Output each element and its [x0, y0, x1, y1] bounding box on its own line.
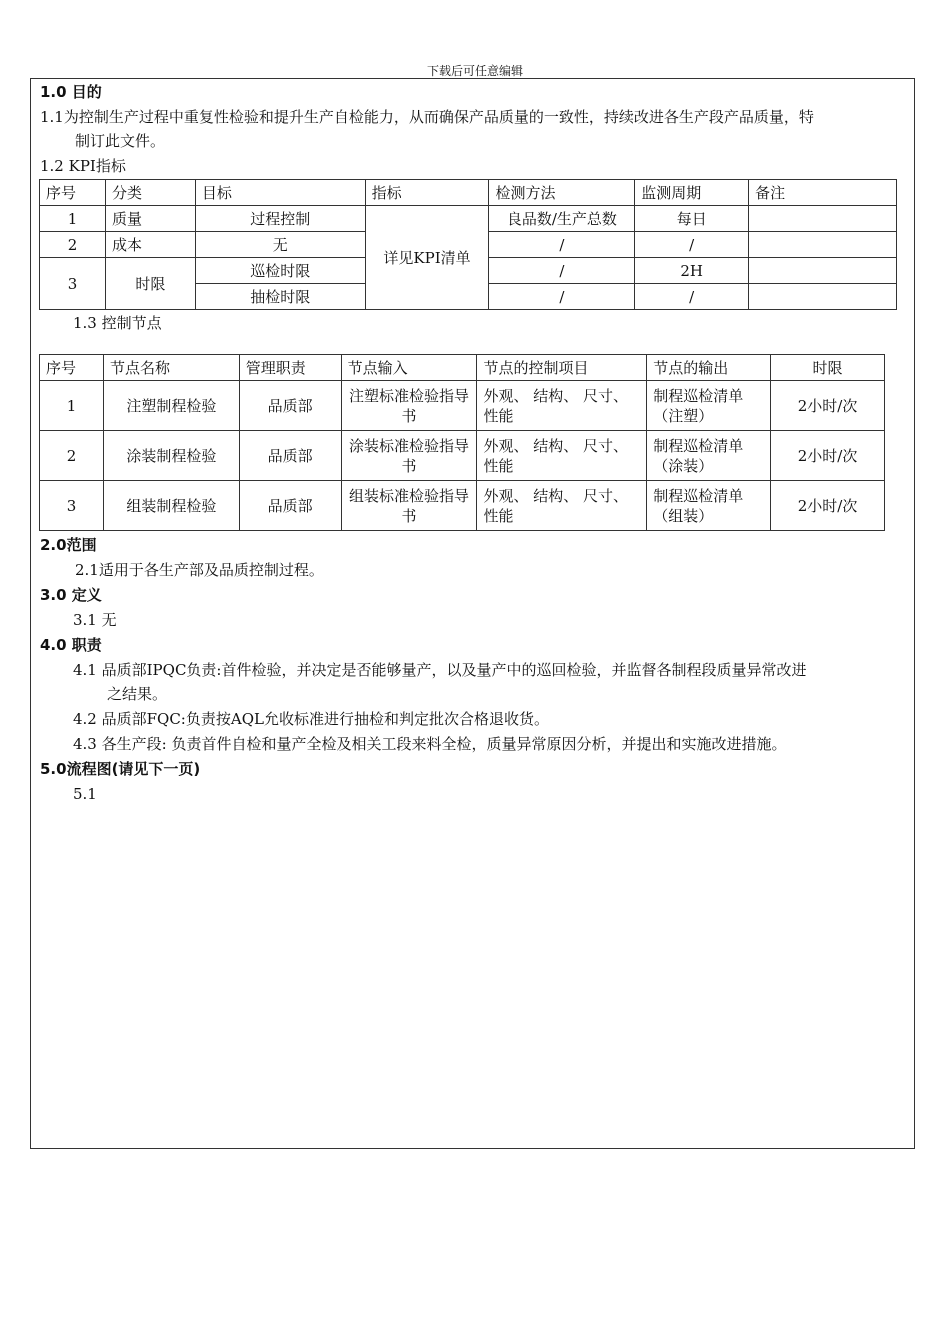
- node-output: 制程巡检清单（注塑）: [647, 381, 771, 431]
- node-time: 2小时/次: [771, 431, 885, 481]
- node-input: 组装标准检验指导书: [341, 481, 477, 531]
- kpi-header-cell: 备注: [749, 180, 897, 206]
- kpi-note: [749, 232, 897, 258]
- node-name: 组装制程检验: [103, 481, 239, 531]
- section-4-para2: 4.2 品质部FQC:负责按AQL允收标准进行抽检和判定批次合格退收货。: [73, 710, 549, 728]
- section-1-para-line2: 制订此文件。: [75, 132, 166, 150]
- kpi-no: 1: [40, 206, 106, 232]
- kpi-method: 良品数/生产总数: [489, 206, 635, 232]
- kpi-cycle: 每日: [635, 206, 749, 232]
- kpi-target: 过程控制: [195, 206, 365, 232]
- kpi-method: /: [489, 258, 635, 284]
- node-name: 涂装制程检验: [103, 431, 239, 481]
- node-items: 外观、 结构、 尺寸、 性能: [477, 481, 647, 531]
- kpi-target: 抽检时限: [195, 284, 365, 310]
- node-dept: 品质部: [239, 381, 341, 431]
- kpi-category: 成本: [105, 232, 195, 258]
- kpi-no: 3: [40, 258, 106, 310]
- nodes-header-cell: 节点名称: [103, 355, 239, 381]
- nodes-header-cell: 序号: [40, 355, 104, 381]
- node-output: 制程巡检清单（涂装）: [647, 431, 771, 481]
- node-input: 涂装标准检验指导书: [341, 431, 477, 481]
- section-2-para: 2.1适用于各生产部及品质控制过程。: [75, 561, 324, 579]
- section-5-title: 5.0流程图(请见下一页): [40, 760, 201, 778]
- kpi-header-cell: 检测方法: [489, 180, 635, 206]
- nodes-header-cell: 节点输入: [341, 355, 477, 381]
- kpi-category: 质量: [105, 206, 195, 232]
- kpi-header-cell: 目标: [195, 180, 365, 206]
- kpi-no: 2: [40, 232, 106, 258]
- section-5-para: 5.1: [73, 785, 97, 803]
- nodes-header-row: [40, 355, 885, 381]
- nodes-header-cell: 节点的控制项目: [477, 355, 647, 381]
- kpi-note: [749, 206, 897, 232]
- section-2-title: 2.0范围: [40, 536, 97, 554]
- kpi-header-cell: 指标: [365, 180, 489, 206]
- kpi-table: [39, 179, 897, 310]
- kpi-method: /: [489, 284, 635, 310]
- node-no: 2: [40, 431, 104, 481]
- node-items: 外观、 结构、 尺寸、 性能: [477, 381, 647, 431]
- node-name: 注塑制程检验: [103, 381, 239, 431]
- node-time: 2小时/次: [771, 381, 885, 431]
- nodes-header-cell: 时限: [771, 355, 885, 381]
- kpi-method: /: [489, 232, 635, 258]
- kpi-target: 巡检时限: [195, 258, 365, 284]
- section-3-para: 3.1 无: [73, 611, 117, 629]
- kpi-note: [749, 284, 897, 310]
- node-dept: 品质部: [239, 431, 341, 481]
- nodes-title: 1.3 控制节点: [73, 314, 162, 332]
- node-no: 3: [40, 481, 104, 531]
- kpi-header-cell: 序号: [40, 180, 106, 206]
- table-row: [40, 431, 885, 481]
- node-no: 1: [40, 381, 104, 431]
- node-dept: 品质部: [239, 481, 341, 531]
- nodes-table: [39, 354, 885, 531]
- nodes-header-cell: 管理职责: [239, 355, 341, 381]
- kpi-category: 时限: [105, 258, 195, 310]
- kpi-note: [749, 258, 897, 284]
- node-time: 2小时/次: [771, 481, 885, 531]
- kpi-target: 无: [195, 232, 365, 258]
- kpi-cycle: /: [635, 232, 749, 258]
- kpi-header-cell: 分类: [105, 180, 195, 206]
- node-items: 外观、 结构、 尺寸、 性能: [477, 431, 647, 481]
- kpi-indicator: 详见KPI清单: [365, 206, 489, 310]
- node-output: 制程巡检清单（组装）: [647, 481, 771, 531]
- section-1-title: 1.0 目的: [40, 83, 102, 101]
- table-row: [40, 381, 885, 431]
- section-3-title: 3.0 定义: [40, 586, 102, 604]
- section-4-para1-line2: 之结果。: [107, 685, 168, 703]
- kpi-cycle: /: [635, 284, 749, 310]
- kpi-header-cell: 监测周期: [635, 180, 749, 206]
- section-4-para3: 4.3 各生产段: 负责首件自检和量产全检及相关工段来料全检，质量异常原因分析，并提出和实施改进措施。: [73, 735, 787, 753]
- section-4-title: 4.0 职责: [40, 636, 102, 654]
- table-row: [40, 481, 885, 531]
- node-input: 注塑标准检验指导书: [341, 381, 477, 431]
- kpi-title: 1.2 KPI指标: [40, 157, 126, 175]
- table-row: [40, 206, 897, 232]
- nodes-header-cell: 节点的输出: [647, 355, 771, 381]
- kpi-header-row: [40, 180, 897, 206]
- section-4-para1-line1: 4.1 品质部IPQC负责:首件检验，并决定是否能够量产，以及量产中的巡回检验，并监督各制程段质量异常改进: [73, 661, 807, 679]
- page-header: 下载后可任意编辑: [426, 64, 523, 78]
- section-1-para-line1: 1.1为控制生产过程中重复性检验和提升生产自检能力，从而确保产品质量的一致性，持续改进各生产段产品质量，特: [40, 108, 814, 126]
- kpi-cycle: 2H: [635, 258, 749, 284]
